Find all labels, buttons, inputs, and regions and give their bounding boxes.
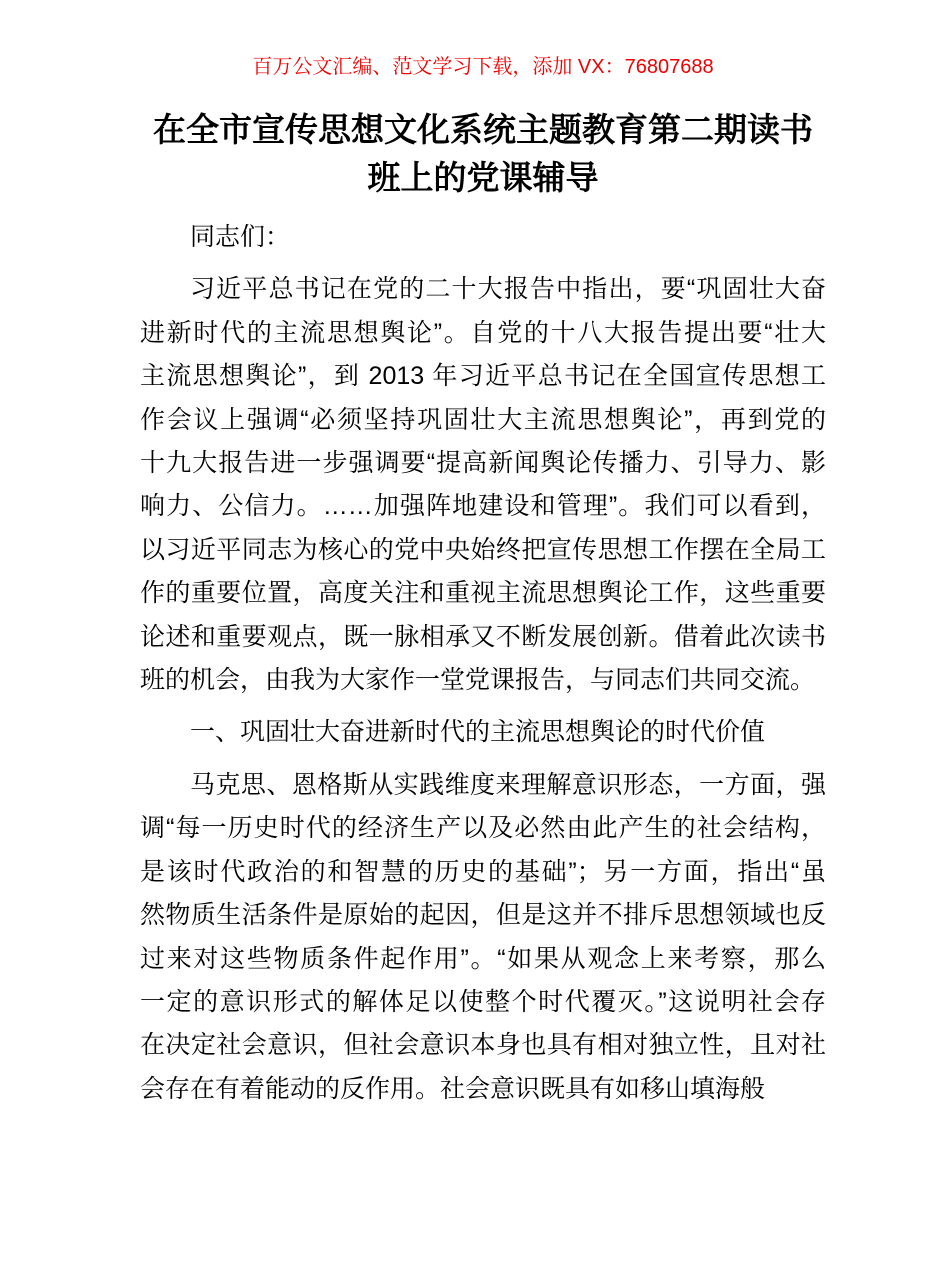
paragraph-line: 过来对这些物质条件起作用”。“如果从观念上来考察，那么 (140, 944, 826, 973)
section-heading (140, 711, 826, 754)
paragraph-line: 十九大报告进一步强调要“提高新闻舆论传播力、引导力、影 (140, 449, 826, 478)
paragraph-line: 然物质生活条件是原始的起因，但是这并不排斥思想领域也反 (140, 901, 826, 930)
paragraph-line: 是该时代政治的和智慧的历史的基础”；另一方面，指出“虽 (140, 857, 826, 886)
paragraph-line: 习近平总书记在党的二十大报告中指出，要“巩固壮大奋 (190, 275, 826, 304)
paragraph-line: 以习近平同志为核心的党中央始终把宣传思想工作摆在全局工 (140, 535, 826, 564)
document-title (140, 106, 826, 202)
paragraph-line: 作会议上强调“必须坚持巩固壮大主流思想舆论”，再到党的 (140, 405, 826, 434)
document-title-line-2: 班上的党课辅导 (367, 159, 599, 196)
paragraph-line: 调“每一历史时代的经济生产以及必然由此产生的社会结构， (140, 814, 826, 843)
body-paragraph (140, 268, 826, 702)
header-notice: 百万公文汇编、范文学习下载，添加 VX：76807688 (252, 56, 714, 78)
paragraph-line: 作的重要位置，高度关注和重视主流思想舆论工作，这些重要 (140, 579, 826, 608)
paragraph-line: 会存在有着能动的反作用。社会意识既具有如移山填海般 (140, 1074, 766, 1103)
paragraph-line: 同志们： (190, 223, 291, 251)
paragraph-line: 马克思、恩格斯从实践维度来理解意识形态，一方面，强 (190, 770, 826, 799)
document-title-line-1: 在全市宣传思想文化系统主题教育第二期读书 (153, 111, 813, 148)
paragraph-line: 响力、公信力。……加强阵地建设和管理”。我们可以看到， (140, 492, 826, 521)
paragraph-line: 一、巩固壮大奋进新时代的主流思想舆论的时代价值 (190, 718, 766, 747)
paragraph-line: 论述和重要观点，既一脉相承又不断发展创新。借着此次读书 (140, 622, 826, 651)
paragraph-line: 在决定社会意识，但社会意识本身也具有相对独立性，且对社 (140, 1031, 826, 1060)
document-body (140, 216, 826, 1111)
paragraph-line: 主流思想舆论”，到 2013 年习近平总书记在全国宣传思想工 (140, 362, 826, 391)
body-paragraph (140, 764, 826, 1111)
document-page (0, 54, 950, 1284)
paragraph-line: 一定的意识形式的解体足以使整个时代覆灭。”这说明社会存 (140, 987, 826, 1016)
salutation-paragraph (140, 216, 826, 259)
paragraph-line: 进新时代的主流思想舆论”。自党的十八大报告提出要“壮大 (140, 318, 826, 347)
paragraph-line: 班的机会，由我为大家作一堂党课报告，与同志们共同交流。 (140, 666, 816, 695)
